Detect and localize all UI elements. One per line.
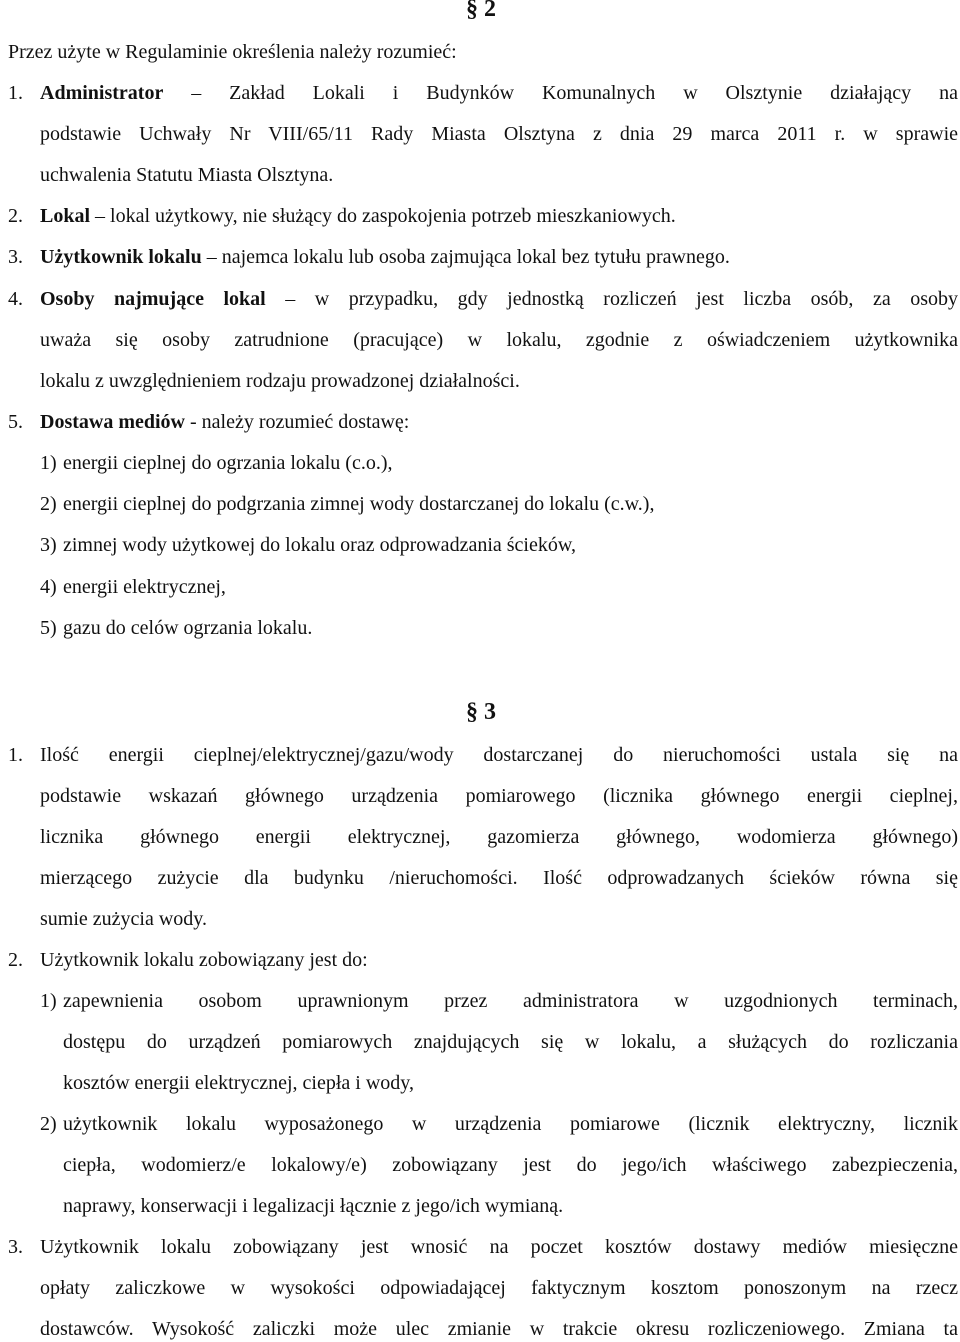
def3-term: Użytkownik lokalu: [40, 246, 202, 268]
p1-line4: mierzącego zużycie dla budynku /nieruchomości. Ilość odprowadzanych ścieków równa się: [40, 867, 958, 889]
def1-term: Administrator: [40, 82, 164, 104]
p1-line3: licznika głównego energii elektrycznej, gazomierza głównego, wodomierza głównego): [40, 826, 958, 848]
media-item-2-text: energii cieplnej do podgrzania zimnej wody dostarczanej do lokalu (c.w.),: [63, 493, 655, 515]
p2-item-2-number: 2): [40, 1113, 57, 1135]
intro-text: Przez użyte w Regulaminie określenia należy rozumieć:: [8, 41, 457, 63]
def3-line: [40, 244, 730, 270]
section-2-heading: § 2: [466, 0, 496, 22]
p2-item-2-line1: użytkownik lokalu wyposażonego w urządzenia pomiarowe (licznik elektryczny, licznik: [63, 1113, 958, 1135]
def5-rest: - należy rozumieć dostawę:: [185, 411, 410, 433]
def4-term: Osoby najmujące lokal: [40, 288, 266, 310]
p1-line2: podstawie wskazań głównego urządzenia pomiarowego (licznika głównego energii cieplnej,: [40, 785, 958, 807]
media-item-4-text: energii elektrycznej,: [63, 576, 226, 598]
def4-line2: uważa się osoby zatrudnione (pracujące) w lokalu, zgodnie z oświadczeniem użytkownika: [40, 329, 958, 351]
def4-line1: [40, 286, 958, 312]
p2-item-1-line1: zapewnienia osobom uprawnionym przez administratora w uzgodnionych terminach,: [63, 990, 958, 1012]
media-item-4-number: 4): [40, 576, 57, 598]
p2-item-1-number: 1): [40, 990, 57, 1012]
p3-line2: opłaty zaliczkowe w wysokości odpowiadającej faktycznym kosztom ponoszonym na rzecz: [40, 1277, 958, 1299]
def4-number: 4.: [8, 288, 23, 310]
def2-rest: – lokal użytkowy, nie służący do zaspokojenia potrzeb mieszkaniowych.: [90, 205, 676, 227]
p2-number: 2.: [8, 949, 23, 971]
def4-line3: lokalu z uwzględnieniem rodzaju prowadzonej działalności.: [40, 370, 520, 392]
def5-term: Dostawa mediów: [40, 411, 185, 433]
p3-line1: Użytkownik lokalu zobowiązany jest wnosić na poczet kosztów dostawy mediów miesięczne: [40, 1236, 958, 1258]
def1-number: 1.: [8, 82, 23, 104]
def3-rest: – najemca lokalu lub osoba zajmująca lokal bez tytułu prawnego.: [201, 246, 730, 268]
media-item-1-text: energii cieplnej do ogrzania lokalu (c.o.),: [63, 452, 393, 474]
p2-item-2-line3: naprawy, konserwacji i legalizacji łącznie z jego/ich wymianą.: [63, 1195, 564, 1217]
p3-number: 3.: [8, 1236, 23, 1258]
def5-number: 5.: [8, 411, 23, 433]
media-item-5-text: gazu do celów ogrzania lokalu.: [63, 617, 313, 639]
p1-line5: sumie zużycia wody.: [40, 908, 207, 930]
p2-item-1-line2: dostępu do urządzeń pomiarowych znajdujących się w lokalu, a służących do rozliczania: [63, 1031, 958, 1053]
p2-text: Użytkownik lokalu zobowiązany jest do:: [40, 949, 368, 971]
p2-item-2-line2: ciepła, wodomierz/e lokalowy/e) zobowiązany jest do jego/ich właściwego zabezpieczenia,: [63, 1154, 958, 1176]
media-item-2-number: 2): [40, 493, 57, 515]
def3-number: 3.: [8, 246, 23, 268]
def1-line3: uchwalenia Statutu Miasta Olsztyna.: [40, 164, 334, 186]
media-item-3-number: 3): [40, 534, 57, 556]
media-item-5-number: 5): [40, 617, 57, 639]
p1-line1: Ilość energii cieplnej/elektrycznej/gazu/wody dostarczanej do nieruchomości ustala się na: [40, 744, 958, 766]
def1-line2: podstawie Uchwały Nr VIII/65/11 Rady Miasta Olsztyna z dnia 29 marca 2011 r. w sprawie: [40, 123, 958, 145]
def4-line1-rest: – w przypadku, gdy jednostką rozliczeń jest liczba osób, za osoby: [265, 288, 958, 310]
section-3-heading: § 3: [466, 699, 496, 725]
def2-term: Lokal: [40, 205, 91, 227]
def1-line1-rest: – Zakład Lokali i Budynków Komunalnych w Olsztynie działający na: [163, 82, 958, 104]
p3-line3: dostawców. Wysokość zaliczki może ulec zmianie w trakcie okresu rozliczeniowego. Zmiana ta: [40, 1318, 958, 1340]
def2-line: [40, 203, 676, 229]
def2-number: 2.: [8, 205, 23, 227]
media-item-3-text: zimnej wody użytkowej do lokalu oraz odprowadzania ścieków,: [63, 534, 576, 556]
media-item-1-number: 1): [40, 452, 57, 474]
p1-number: 1.: [8, 744, 23, 766]
def5-line: [40, 409, 409, 435]
def1-line1: [40, 80, 958, 106]
p2-item-1-line3: kosztów energii elektrycznej, ciepła i wody,: [63, 1072, 414, 1094]
